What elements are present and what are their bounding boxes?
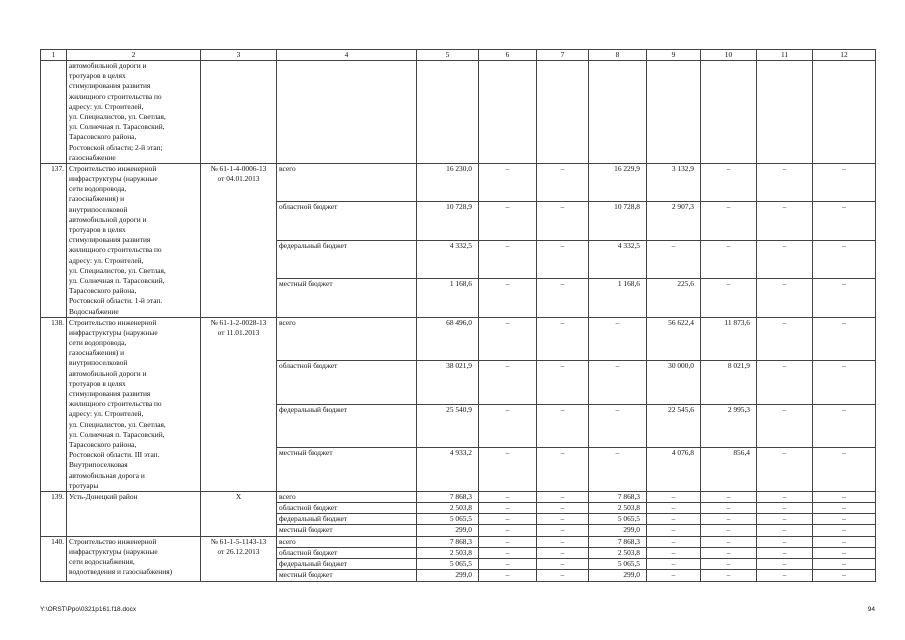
cell-c8: 7 868,3 — [589, 491, 647, 502]
cell-c6: – — [479, 491, 537, 502]
cell-c9: 56 622,4 — [647, 317, 701, 361]
cell-c10: – — [701, 559, 757, 570]
cell-c12: – — [813, 559, 876, 570]
description-line: сети водопровода, — [69, 338, 127, 348]
description-line: Тарасовского района, — [69, 286, 137, 296]
cell-c12: – — [813, 547, 876, 558]
cell-c9: – — [647, 503, 701, 514]
description-line: внутрипоселковой — [69, 204, 128, 214]
col-header: 11 — [757, 50, 813, 61]
cell-c11: – — [757, 202, 813, 240]
file-path: Y:\ORST\Ppo\0321p161.f18.docx — [40, 606, 137, 613]
cell-c8: 2 503,8 — [589, 503, 647, 514]
cell-c12: – — [813, 525, 876, 536]
row-number: 137. — [41, 163, 67, 317]
cell-c7: – — [537, 536, 589, 547]
cell-c8: 10 728,8 — [589, 202, 647, 240]
col-header: 1 — [41, 50, 67, 61]
description-line: газоснабжения) и — [69, 348, 125, 358]
cell-c9: – — [647, 240, 701, 278]
cell-c8: 7 868,3 — [589, 536, 647, 547]
row-number: 140. — [41, 536, 67, 581]
cell-c7: – — [537, 514, 589, 525]
cell-c8: 1 168,6 — [589, 279, 647, 317]
document-reference — [201, 163, 277, 317]
cell-c6: – — [479, 547, 537, 558]
col-header: 5 — [417, 50, 479, 61]
cell-c5: 299,0 — [417, 525, 479, 536]
cell-c9: 2 907,3 — [647, 202, 701, 240]
cell-c10: – — [701, 570, 757, 581]
description-line: Ростовской области. 1-й этап. — [69, 296, 163, 306]
cell-c5: 25 540,9 — [417, 404, 479, 448]
cell-c11: – — [757, 163, 813, 201]
cell-c12: – — [813, 279, 876, 317]
cell-c7: – — [537, 570, 589, 581]
cell-c9: – — [647, 559, 701, 570]
document-reference — [201, 491, 277, 536]
cell-c9: – — [647, 525, 701, 536]
description-line: автомобильной дороги и — [69, 61, 147, 70]
cell-c11: – — [757, 525, 813, 536]
cell-c12: – — [813, 317, 876, 361]
description-line: тротуары — [69, 480, 99, 490]
cell-c10: 11 873,6 — [701, 317, 757, 361]
description-line: стимулирования развития — [69, 81, 151, 91]
col-header: 7 — [537, 50, 589, 61]
cell-c12: – — [813, 570, 876, 581]
cell-c12: – — [813, 503, 876, 514]
budget-type: федеральный бюджет — [277, 240, 417, 278]
description-line: автомобильная дорога и — [69, 470, 145, 480]
cell-c5: 2 503,8 — [417, 503, 479, 514]
cell-c7: – — [537, 317, 589, 361]
description-line: Тарасовского района, — [69, 439, 137, 449]
description-line: ул. Солнечная п. Тарасовский, — [69, 429, 165, 439]
description-line: стимулирования развития — [69, 389, 151, 398]
cell-c6: – — [479, 404, 537, 448]
description-line: автомобильной дороги и — [69, 214, 147, 224]
description-line: Усть-Донецкий район — [69, 491, 138, 501]
cell-c6: – — [479, 514, 537, 525]
cell-c7: – — [537, 404, 589, 448]
cell-c9: 22 545,6 — [647, 404, 701, 448]
cell-c9: 225,6 — [647, 279, 701, 317]
description-line: жилищного строительства по — [69, 91, 162, 101]
cell-c12: – — [813, 240, 876, 278]
description-line: инфраструктуры (наружные — [69, 546, 158, 556]
cell-c5: 38 021,9 — [417, 361, 479, 405]
description-line: адресу: ул. Строителей, — [69, 255, 144, 265]
cell-c8: – — [589, 448, 647, 492]
cell-c11: – — [757, 361, 813, 405]
budget-row — [41, 317, 876, 361]
cell-c7: – — [537, 491, 589, 502]
cell-c5: 2 503,8 — [417, 547, 479, 558]
continuation-row — [41, 61, 876, 164]
col-header: 4 — [277, 50, 417, 61]
description-line: ул. Специалистов, ул. Светлая, — [69, 265, 166, 275]
cell-c9: – — [647, 491, 701, 502]
budget-type: областной бюджет — [277, 202, 417, 240]
cell-c12: – — [813, 163, 876, 201]
cell-c11: – — [757, 570, 813, 581]
cell-c10: 8 021,9 — [701, 361, 757, 405]
cell-c10: – — [701, 525, 757, 536]
description-line: внутрипоселковой — [69, 358, 128, 368]
cell-c7: – — [537, 547, 589, 558]
cell-c10: – — [701, 279, 757, 317]
description-line: газоснабжение — [69, 152, 116, 162]
cell-c8: 2 503,8 — [589, 547, 647, 558]
cell-c8: – — [589, 404, 647, 448]
budget-type: всего — [277, 491, 417, 502]
cell-c10: – — [701, 491, 757, 502]
budget-type: местный бюджет — [277, 525, 417, 536]
budget-type: областной бюджет — [277, 361, 417, 405]
description-line: Ростовской области. III этап. — [69, 450, 160, 460]
description-line: тротуаров в целях — [69, 71, 126, 81]
cell-c8: 4 332,5 — [589, 240, 647, 278]
cell-c11: – — [757, 559, 813, 570]
description-line: Строительство инженерной — [69, 163, 157, 173]
col-header: 3 — [201, 50, 277, 61]
object-description — [67, 491, 201, 536]
cell-c10: – — [701, 503, 757, 514]
cell-c10: – — [701, 240, 757, 278]
description-line: Тарасовского района, — [69, 132, 137, 142]
budget-type: местный бюджет — [277, 570, 417, 581]
cell-c10: – — [701, 163, 757, 201]
col-header: 8 — [589, 50, 647, 61]
cell-c5: 4 332,5 — [417, 240, 479, 278]
budget-row — [41, 163, 876, 201]
cell-c7: – — [537, 559, 589, 570]
cell-c11: – — [757, 240, 813, 278]
description-line: ул. Солнечная п. Тарасовский, — [69, 275, 165, 285]
cell-c9: 4 076,8 — [647, 448, 701, 492]
row-number: 139. — [41, 491, 67, 536]
document-line: № 61-1-5-1143-13 — [210, 536, 267, 546]
cell-c6: – — [479, 317, 537, 361]
cell-c8: 299,0 — [589, 570, 647, 581]
description-line: жилищного строительства по — [69, 399, 162, 409]
cell-c12: – — [813, 448, 876, 492]
budget-type: всего — [277, 163, 417, 201]
cell-c11: – — [757, 536, 813, 547]
description-line: Строительство инженерной — [69, 536, 157, 546]
budget-type: местный бюджет — [277, 279, 417, 317]
object-description — [67, 163, 201, 317]
cell-c7: – — [537, 240, 589, 278]
cell-c7: – — [537, 503, 589, 514]
col-header: 10 — [701, 50, 757, 61]
budget-type: областной бюджет — [277, 503, 417, 514]
cell-c5: 68 496,0 — [417, 317, 479, 361]
col-header: 12 — [813, 50, 876, 61]
cell-c6: – — [479, 536, 537, 547]
cell-c11: – — [757, 547, 813, 558]
cell-c10: – — [701, 547, 757, 558]
cell-c9: – — [647, 570, 701, 581]
cell-c11: – — [757, 503, 813, 514]
budget-row — [41, 536, 876, 547]
budget-type: федеральный бюджет — [277, 404, 417, 448]
cell-c6: – — [479, 240, 537, 278]
budget-type: всего — [277, 536, 417, 547]
description-line: сети водоснабжения, — [69, 557, 135, 567]
cell-c5: 7 868,3 — [417, 491, 479, 502]
description-line: Ростовской области; 2-й этап; — [69, 142, 163, 152]
cell-c8: 5 065,5 — [589, 514, 647, 525]
cell-c5: 10 728,9 — [417, 202, 479, 240]
description-line: Строительство инженерной — [69, 317, 157, 327]
document-reference — [201, 317, 277, 491]
description-line: ул. Солнечная п. Тарасовский, — [69, 122, 165, 132]
cell-c6: – — [479, 503, 537, 514]
cell-c10: – — [701, 514, 757, 525]
header-row — [41, 50, 876, 61]
cell-c7: – — [537, 448, 589, 492]
cell-c5: 5 065,5 — [417, 559, 479, 570]
description-line: тротуаров в целях — [69, 225, 126, 234]
cell-c7: – — [537, 361, 589, 405]
cell-c10: – — [701, 202, 757, 240]
description-line: инфраструктуры (наружные — [69, 174, 158, 184]
document-line: Х — [235, 491, 242, 501]
budget-row — [41, 491, 876, 502]
cell-c5: 16 230,0 — [417, 163, 479, 201]
cell-c6: – — [479, 279, 537, 317]
cell-c12: – — [813, 202, 876, 240]
description-line: тротуаров в целях — [69, 378, 126, 388]
budget-type: всего — [277, 317, 417, 361]
cell-c9: – — [647, 514, 701, 525]
cell-c8: – — [589, 361, 647, 405]
budget-type: федеральный бюджет — [277, 559, 417, 570]
cell-c6: – — [479, 361, 537, 405]
cell-c12: – — [813, 404, 876, 448]
cell-c9: 30 000,0 — [647, 361, 701, 405]
document-line: от 26.12.2013 — [217, 546, 260, 556]
cell-c12: – — [813, 491, 876, 502]
document-line: от 11.01.2013 — [217, 327, 260, 337]
cell-c11: – — [757, 317, 813, 361]
budget-table — [40, 49, 876, 582]
col-header: 9 — [647, 50, 701, 61]
object-description — [67, 317, 201, 491]
cell-c6: – — [479, 163, 537, 201]
col-header: 6 — [479, 50, 537, 61]
col-header: 2 — [67, 50, 201, 61]
budget-type: областной бюджет — [277, 547, 417, 558]
description-line: Водоснабжение — [69, 306, 119, 316]
cell-c5: 1 168,6 — [417, 279, 479, 317]
cell-c6: – — [479, 202, 537, 240]
description-line: стимулирования развития — [69, 235, 151, 245]
description-line: жилищного строительства по — [69, 245, 162, 255]
cell-c12: – — [813, 536, 876, 547]
cell-c8: 5 065,5 — [589, 559, 647, 570]
description-line: сети водопровода, — [69, 184, 127, 194]
cell-c5: 4 933,2 — [417, 448, 479, 492]
cell-c8: 299,0 — [589, 525, 647, 536]
cell-c7: – — [537, 163, 589, 201]
cell-c11: – — [757, 491, 813, 502]
cell-c9: – — [647, 547, 701, 558]
description-line: газоснабжения) и — [69, 194, 125, 204]
cell-c5: 7 868,3 — [417, 536, 479, 547]
row-number: 138. — [41, 317, 67, 491]
cell-c10: – — [701, 536, 757, 547]
cell-c11: – — [757, 404, 813, 448]
cell-c9: – — [647, 536, 701, 547]
cell-c9: 3 132,9 — [647, 163, 701, 201]
cell-c11: – — [757, 514, 813, 525]
continuation-description — [67, 61, 201, 164]
cell-c6: – — [479, 525, 537, 536]
description-line: адресу: ул. Строителей, — [69, 101, 144, 111]
description-line: Внутрипоселковая — [69, 460, 128, 470]
document-line: от 04.01.2013 — [217, 174, 260, 184]
cell-c8: – — [589, 317, 647, 361]
cell-c6: – — [479, 448, 537, 492]
page-number: 94 — [867, 606, 875, 613]
description-line: ул. Специалистов, ул. Светлая, — [69, 419, 166, 429]
cell-c11: – — [757, 448, 813, 492]
document-line: № 61-1-4-0006-13 — [210, 163, 267, 173]
cell-c6: – — [479, 570, 537, 581]
cell-c7: – — [537, 525, 589, 536]
description-line: ул. Специалистов, ул. Светлая, — [69, 111, 166, 121]
cell-c6: – — [479, 559, 537, 570]
cell-c8: 16 229,9 — [589, 163, 647, 201]
object-description — [67, 536, 201, 581]
document-reference — [201, 536, 277, 581]
cell-c12: – — [813, 361, 876, 405]
cell-c7: – — [537, 279, 589, 317]
description-line: инфраструктуры (наружные — [69, 327, 158, 337]
document-line: № 61-1-2-0028-13 — [210, 317, 267, 327]
description-line: водоотведения и газоснабжения) — [69, 567, 173, 577]
budget-type: местный бюджет — [277, 448, 417, 492]
cell-c10: 2 995,3 — [701, 404, 757, 448]
budget-type: федеральный бюджет — [277, 514, 417, 525]
cell-c5: 5 065,5 — [417, 514, 479, 525]
description-line: адресу: ул. Строителей, — [69, 409, 144, 419]
cell-c7: – — [537, 202, 589, 240]
description-line: автомобильной дороги и — [69, 368, 147, 378]
cell-c5: 299,0 — [417, 570, 479, 581]
cell-c11: – — [757, 279, 813, 317]
cell-c10: 856,4 — [701, 448, 757, 492]
cell-c12: – — [813, 514, 876, 525]
